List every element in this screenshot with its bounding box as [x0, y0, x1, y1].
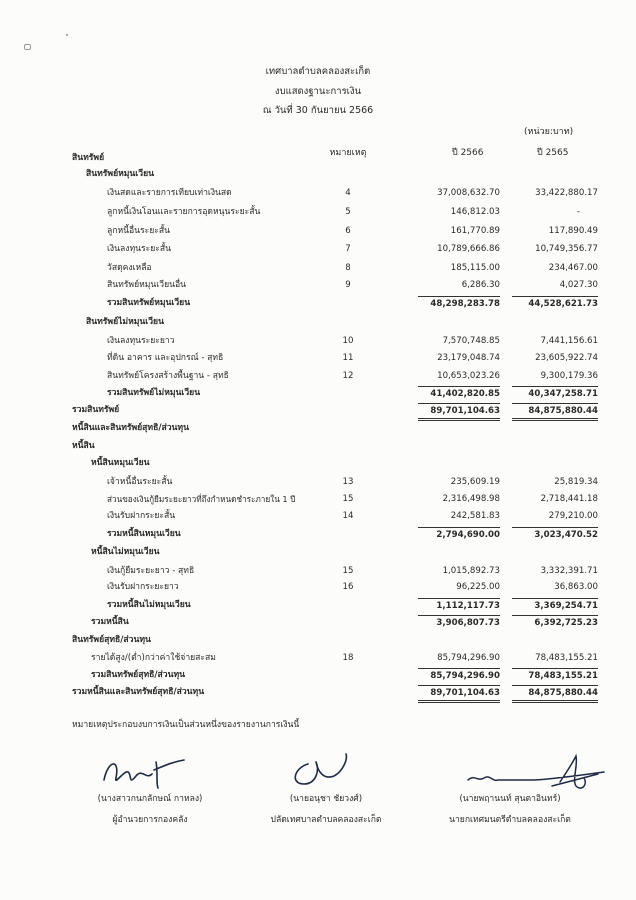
row-label: สินทรัพย์โครงสร้างพื้นฐาน - สุทธิ	[107, 371, 229, 381]
table-row	[0, 509, 636, 523]
table-row	[0, 151, 636, 165]
signature-3-block	[420, 791, 600, 828]
row-note: 11	[342, 353, 354, 363]
row-value-2566: 2,794,690.00	[418, 527, 500, 542]
row-value-2566: 23,179,048.74	[437, 353, 500, 363]
table-row	[0, 615, 636, 629]
table-row	[0, 167, 636, 181]
table-row	[0, 633, 636, 647]
scan-mark	[66, 34, 68, 36]
table-row	[0, 475, 636, 489]
signatory-name: (นายอนุชา ชัยวงศ์)	[289, 794, 363, 804]
signatory-title: ผู้อำนวยการกองคลัง	[112, 815, 188, 825]
row-value-2566: 242,581.83	[450, 511, 500, 521]
row-value-2565: 78,483,155.21	[512, 668, 598, 683]
row-label: รวมหนี้สินไม่หมุนเวียน	[107, 600, 191, 610]
row-note: 5	[345, 207, 351, 217]
table-row	[0, 598, 636, 612]
table-row	[0, 386, 636, 400]
row-value-2566: 6,286.30	[461, 280, 500, 290]
row-label: รวมหนี้สิน	[91, 617, 129, 627]
row-value-2565: 25,819.34	[554, 477, 598, 487]
row-label: เงินกู้ยืมระยะยาว - สุทธิ	[107, 566, 195, 576]
row-label: หนี้สินและสินทรัพย์สุทธิ/ส่วนทุน	[72, 423, 189, 433]
table-row	[0, 351, 636, 365]
row-label: เงินรับฝากระยะสั้น	[107, 511, 176, 521]
row-value-2566: 146,812.03	[450, 207, 500, 217]
row-label: รวมหนี้สินหมุนเวียน	[107, 529, 181, 539]
table-row	[0, 369, 636, 383]
row-value-2565: 84,875,880.44	[512, 685, 598, 703]
row-label: หนี้สิน	[72, 441, 95, 451]
signature-1-image	[98, 752, 198, 794]
table-row	[0, 492, 636, 506]
table-row	[0, 261, 636, 275]
table-row	[0, 224, 636, 238]
table-row	[0, 527, 636, 541]
row-value-2565: -	[576, 207, 580, 217]
row-value-2566: 48,298,283.78	[418, 296, 500, 311]
row-value-2565: 3,332,391.71	[540, 566, 598, 576]
scan-mark	[24, 44, 31, 50]
table-row	[0, 651, 636, 665]
row-note: 16	[342, 582, 354, 592]
row-value-2565: 33,422,880.17	[535, 188, 598, 198]
signature-3-image	[464, 752, 614, 796]
row-note: 12	[342, 371, 354, 381]
row-label: เงินสดและรายการเทียบเท่าเงินสด	[107, 188, 232, 198]
table-row	[0, 242, 636, 256]
row-label: สินทรัพย์หมุนเวียน	[86, 169, 154, 179]
row-label: ส่วนของเงินกู้ยืมระยะยาวที่ถึงกำหนดชำระภายใน 1 ปี	[107, 494, 296, 504]
table-row	[0, 545, 636, 559]
row-value-2565: 7,441,156.61	[540, 336, 598, 346]
row-value-2566: 7,570,748.85	[442, 336, 500, 346]
row-value-2566: 235,609.19	[450, 477, 500, 487]
row-value-2565: 117,890.49	[548, 226, 598, 236]
row-label: รวมสินทรัพย์	[72, 405, 120, 415]
row-value-2566: 10,653,023.26	[437, 371, 500, 381]
column-note-header: หมายเหตุ	[329, 148, 367, 158]
unit-label: (หน่วย:บาท)	[524, 127, 574, 137]
row-note: 13	[342, 477, 354, 487]
signature-2-image	[286, 750, 356, 794]
row-label: เงินรับฝากระยะยาว	[107, 582, 179, 592]
table-row	[0, 403, 636, 417]
row-value-2566: 1,015,892.73	[442, 566, 500, 576]
row-value-2565: 40,347,258.71	[512, 386, 598, 401]
row-note: 9	[345, 280, 351, 290]
row-label: ที่ดิน อาคาร และอุปกรณ์ - สุทธิ	[107, 353, 224, 363]
row-value-2566: 1,112,117.73	[418, 598, 500, 613]
row-note: 6	[345, 226, 351, 236]
signatory-name: (นายพฤานนท์ สุนตาอินทร์)	[459, 794, 561, 804]
table-row	[0, 421, 636, 435]
table-row	[0, 296, 636, 310]
row-label: รวมหนี้สินและสินทรัพย์สุทธิ/ส่วนทุน	[72, 687, 205, 697]
row-value-2566: 185,115.00	[450, 263, 500, 273]
table-row	[0, 580, 636, 594]
table-row	[0, 668, 636, 682]
table-row	[0, 685, 636, 699]
column-2566-header: ปี 2566	[452, 148, 484, 158]
row-value-2566: 10,789,666.86	[437, 244, 500, 254]
row-note: 7	[345, 244, 351, 254]
row-label: รายได้สูง/(ต่ำ)กว่าค่าใช้จ่ายสะสม	[91, 653, 216, 663]
column-2565-header: ปี 2565	[537, 148, 569, 158]
row-value-2565: 279,210.00	[548, 511, 598, 521]
row-value-2566: 85,794,296.90	[437, 653, 500, 663]
table-row	[0, 205, 636, 219]
row-note: 15	[342, 494, 354, 504]
row-value-2565: 78,483,155.21	[535, 653, 598, 663]
table-row	[0, 278, 636, 292]
row-value-2565: 4,027.30	[559, 280, 598, 290]
table-row	[0, 186, 636, 200]
signatory-title: ปลัดเทศบาลตำบลคลองสะเก็ต	[270, 815, 382, 825]
row-note: 18	[342, 653, 354, 663]
row-value-2565: 3,023,470.52	[512, 527, 598, 542]
row-label: รวมสินทรัพย์หมุนเวียน	[107, 298, 191, 308]
row-value-2566: 41,402,820.85	[418, 386, 500, 401]
statement-date: ณ วันที่ 30 กันยายน 2566	[262, 105, 374, 116]
table-row	[0, 439, 636, 453]
row-value-2566: 96,225.00	[456, 582, 500, 592]
row-value-2565: 23,605,922.74	[535, 353, 598, 363]
row-label: รวมสินทรัพย์สุทธิ/ส่วนทุน	[91, 670, 185, 680]
row-value-2565: 44,528,621.73	[512, 296, 598, 311]
row-label: เงินลงทุนระยะสั้น	[107, 244, 172, 254]
table-row	[0, 456, 636, 470]
row-label: หนี้สินไม่หมุนเวียน	[91, 547, 160, 557]
row-label: ลูกหนี้อื่นระยะสั้น	[107, 226, 171, 236]
statement-entity: เทศบาลตำบลคลองสะเก็ต	[265, 66, 371, 77]
row-label: สินทรัพย์หมุนเวียนอื่น	[107, 280, 187, 290]
row-note: 4	[345, 188, 351, 198]
table-row	[0, 334, 636, 348]
table-row	[0, 315, 636, 329]
statement-title: งบแสดงฐานะการเงิน	[274, 86, 362, 97]
row-value-2565: 10,749,356.77	[535, 244, 598, 254]
row-label: สินทรัพย์สุทธิ/ส่วนทุน	[72, 635, 151, 645]
row-label: เจ้าหนี้อื่นระยะสั้น	[107, 477, 173, 487]
row-note: 14	[342, 511, 354, 521]
signatory-name: (นางสาวกนกลักษณ์ กาหลง)	[97, 794, 203, 804]
row-note: 8	[345, 263, 351, 273]
row-value-2566: 89,701,104.63	[418, 403, 500, 421]
row-note: 15	[342, 566, 354, 576]
row-value-2566: 161,770.89	[450, 226, 500, 236]
row-label: สินทรัพย์	[72, 153, 105, 163]
row-value-2565: 234,467.00	[548, 263, 598, 273]
row-label: หนี้สินหมุนเวียน	[91, 458, 150, 468]
row-value-2566: 89,701,104.63	[418, 685, 500, 703]
row-value-2565: 6,392,725.23	[512, 615, 598, 630]
row-value-2566: 3,906,807.73	[418, 615, 500, 630]
row-label: วัสดุคงเหลือ	[107, 263, 152, 273]
row-value-2565: 36,863.00	[554, 582, 598, 592]
footnote: หมายเหตุประกอบงบการเงินเป็นส่วนหนึ่งของรายงานการเงินนี้	[72, 720, 300, 730]
row-value-2565: 2,718,441.18	[540, 494, 598, 504]
signature-1-block	[60, 791, 240, 828]
row-label: สินทรัพย์ไม่หมุนเวียน	[86, 317, 164, 327]
row-label: รวมสินทรัพย์ไม่หมุนเวียน	[107, 388, 201, 398]
signature-2-block	[236, 791, 416, 828]
row-label: ลูกหนี้เงินโอนและรายการอุดหนุนระยะสั้น	[107, 207, 261, 217]
row-value-2566: 37,008,632.70	[437, 188, 500, 198]
row-label: เงินลงทุนระยะยาว	[107, 336, 175, 346]
row-value-2565: 9,300,179.36	[540, 371, 598, 381]
row-value-2566: 85,794,296.90	[418, 668, 500, 683]
row-value-2565: 3,369,254.71	[512, 598, 598, 613]
row-note: 10	[342, 336, 354, 346]
table-row	[0, 564, 636, 578]
row-value-2566: 2,316,498.98	[442, 494, 500, 504]
signatory-title: นายกเทศมนตรีตำบลคลองสะเก็ต	[449, 815, 571, 825]
row-value-2565: 84,875,880.44	[512, 403, 598, 421]
